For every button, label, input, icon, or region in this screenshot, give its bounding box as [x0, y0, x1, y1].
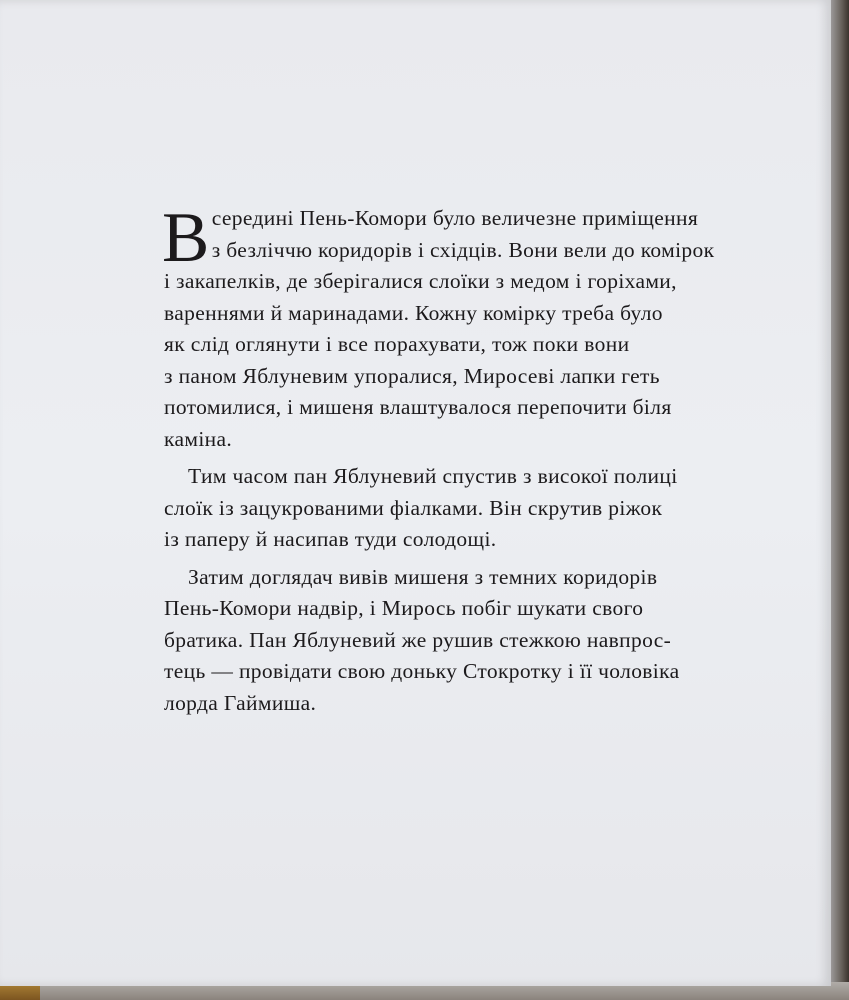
- text-line: лорда Гаймиша.: [164, 690, 317, 715]
- text-line: середині Пень-Комори було величезне приміщення: [211, 206, 699, 230]
- text-line: як слід оглянути і все порахувати, тож поки вони: [164, 332, 630, 356]
- body-text: [162, 199, 784, 725]
- text-line: братика. Пан Яблуневий же рушив стежкою навпрос-: [164, 627, 672, 652]
- text-line: потомилися, і мишеня влаштувалося перепочити біля: [164, 395, 672, 419]
- text-line: Тим часом пан Яблуневий спустив з високої полиці: [188, 464, 678, 488]
- drop-cap: В: [162, 199, 210, 277]
- text-line: вареннями й маринадами. Кожну комірку треба було: [164, 300, 663, 325]
- text-line: з безліччю коридорів і східців. Вони вели до комірок: [211, 237, 715, 262]
- paragraph-1: [162, 199, 784, 455]
- text-line: Затим доглядач вивів мишеня з темних коридорів: [188, 564, 658, 589]
- text-line: тець — провідати свою доньку Стокротку і її чоловіка: [164, 659, 680, 683]
- text-line: Пень-Комори надвір, і Мирось побіг шукати свого: [164, 596, 644, 620]
- paragraph-2: [164, 461, 784, 556]
- text-line: каміна.: [164, 426, 233, 451]
- paragraph-3: [164, 562, 784, 720]
- text-line: з паном Яблуневим упоралися, Миросеві лапки геть: [164, 363, 660, 388]
- text-line: і закапелків, де зберігалися слоїки з медом і горіхами,: [164, 269, 677, 293]
- text-line: слоїк із зацукрованими фіалками. Він скрутив ріжок: [164, 495, 663, 520]
- text-line: із паперу й насипав туди солодощі.: [164, 527, 497, 551]
